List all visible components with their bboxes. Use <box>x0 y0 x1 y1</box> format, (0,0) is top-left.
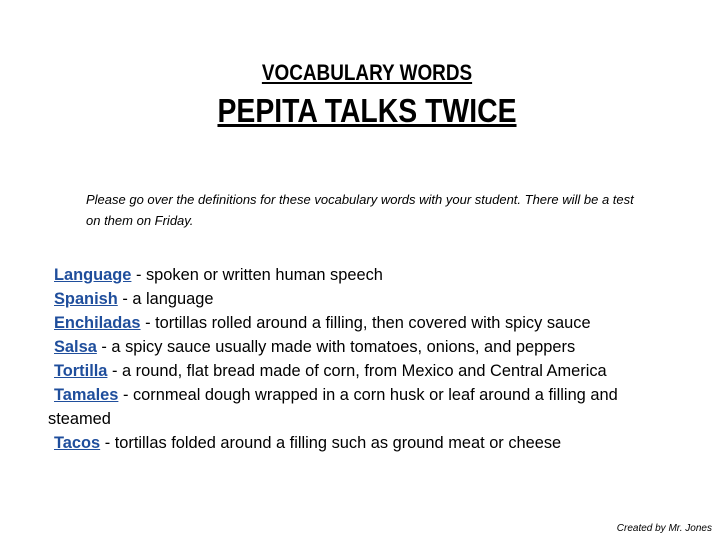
vocab-term-link[interactable]: Enchiladas <box>54 314 141 332</box>
vocab-definition: - spoken or written human speech <box>131 266 383 284</box>
vocab-entry-salsa <box>48 335 668 359</box>
vocab-definition: - a language <box>117 290 214 308</box>
vocab-term-link[interactable]: Tamales <box>54 386 119 404</box>
author-credit: Created by Mr. Jones <box>616 523 712 534</box>
vocab-definition: - a spicy sauce usually made with tomatoes, onions, and peppers <box>96 338 576 356</box>
title-block <box>0 56 720 132</box>
vocab-definition: - tortillas folded around a filling such as ground meat or cheese <box>100 434 562 452</box>
vocab-definition: - tortillas rolled around a filling, then covered with spicy sauce <box>140 314 591 332</box>
vocab-term-link[interactable]: Tacos <box>54 434 101 452</box>
vocab-definition: - cornmeal dough wrapped in a corn husk or leaf around a filling and steamed <box>48 386 618 428</box>
vocab-term-link[interactable]: Spanish <box>54 290 118 308</box>
vocab-entry-tortilla <box>48 359 668 383</box>
vocab-entry-language <box>48 263 668 287</box>
page-title: VOCABULARY WORDS <box>261 60 473 85</box>
vocab-entry-enchiladas <box>48 311 668 335</box>
vocab-definition: - a round, flat bread made of corn, from Mexico and Central America <box>107 362 607 380</box>
page-subtitle: PEPITA TALKS TWICE <box>217 92 517 129</box>
vocab-entry-spanish <box>48 287 668 311</box>
vocab-term-link[interactable]: Salsa <box>54 338 97 356</box>
vocab-entry-tamales <box>48 383 668 431</box>
vocab-term-link[interactable]: Tortilla <box>54 362 108 380</box>
instructions-text: Please go over the definitions for these vocabulary words with your student. There will be a test on them on Friday. <box>86 192 634 228</box>
vocab-term-link[interactable]: Language <box>54 266 132 284</box>
vocabulary-list <box>48 263 668 455</box>
vocab-entry-tacos <box>48 431 668 455</box>
